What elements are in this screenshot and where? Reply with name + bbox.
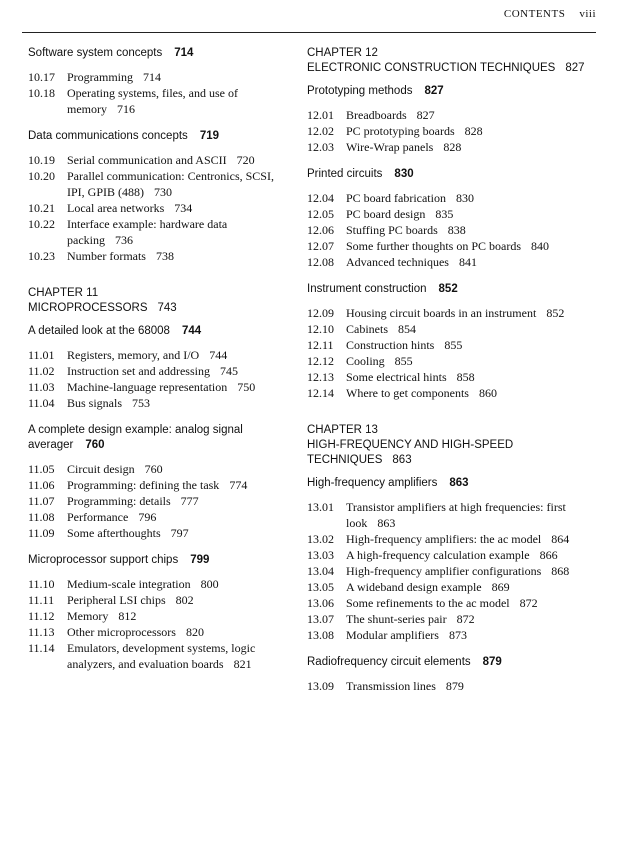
entry-number: 11.04 — [28, 396, 55, 410]
toc-entry — [28, 379, 290, 395]
section-heading — [28, 553, 290, 568]
toc-entry — [28, 477, 290, 493]
chapter-heading — [307, 46, 597, 76]
toc-entry — [307, 627, 597, 643]
entry-number: 13.09 — [307, 679, 334, 693]
toc-entry — [28, 363, 290, 379]
entry-number: 12.12 — [307, 354, 334, 368]
entry-number: 13.05 — [307, 580, 334, 594]
entry-page-number: 738 — [155, 249, 174, 263]
entry-page-number: 869 — [491, 580, 510, 594]
entry-title: Some further thoughts on PC boards — [346, 239, 521, 253]
entry-title: PC board design — [346, 207, 426, 221]
section-page-number: 863 — [449, 477, 469, 489]
toc-entry — [28, 461, 290, 477]
entry-number: 11.06 — [28, 478, 55, 492]
entry-number: 11.05 — [28, 462, 55, 476]
entry-title: Where to get components — [346, 386, 469, 400]
section-heading — [307, 282, 597, 297]
entry-number: 10.22 — [28, 217, 55, 231]
toc-entry — [28, 168, 290, 200]
toc-entry — [307, 254, 597, 270]
entry-page-number: 730 — [154, 185, 172, 199]
chapter-title: MICROPROCESSORS — [28, 302, 148, 314]
section-title: Microprocessor support chips — [28, 554, 179, 566]
entry-title: Cabinets — [346, 322, 388, 336]
spacer — [307, 155, 597, 167]
entry-number: 11.11 — [28, 593, 55, 607]
entry-page-number: 720 — [236, 153, 255, 167]
entry-number: 11.13 — [28, 625, 55, 639]
toc-entry — [28, 624, 290, 640]
entry-page-number: 716 — [117, 102, 135, 116]
entry-number: 13.01 — [307, 500, 334, 514]
entry-page-number: 760 — [144, 462, 163, 476]
entry-page-number: 796 — [138, 510, 157, 524]
toc-entry — [28, 493, 290, 509]
entry-page-number: 744 — [209, 348, 228, 362]
chapter-label: CHAPTER 12 — [307, 47, 378, 59]
entry-title: Peripheral LSI chips — [67, 593, 166, 607]
section-title: A complete design example: analog signal averager — [28, 424, 243, 451]
entry-title: Number formats — [67, 249, 146, 263]
spacer — [28, 541, 290, 553]
toc-entry — [307, 139, 597, 155]
toc-entry — [307, 321, 597, 337]
entry-title: Some electrical hints — [346, 370, 447, 384]
header-rule — [22, 32, 596, 33]
spacer — [28, 411, 290, 423]
entry-page-number: 830 — [455, 191, 474, 205]
toc-entry — [28, 85, 290, 117]
chapter-label: CHAPTER 13 — [307, 424, 378, 436]
section-heading — [28, 324, 290, 339]
entry-number: 12.05 — [307, 207, 334, 221]
entry-title: Memory — [67, 609, 109, 623]
entry-number: 11.08 — [28, 510, 55, 524]
entry-title: Operating systems, files, and use of memory — [67, 86, 238, 116]
section-page-number: 830 — [394, 168, 414, 180]
entry-page-number: 750 — [237, 380, 256, 394]
entry-number: 10.18 — [28, 86, 55, 100]
toc-entry — [28, 248, 290, 264]
entry-page-number: 855 — [444, 338, 463, 352]
entry-number: 12.08 — [307, 255, 334, 269]
section-page-number: 760 — [85, 439, 105, 451]
toc-entry — [307, 107, 597, 123]
toc-entry — [307, 678, 597, 694]
toc-entry — [28, 216, 290, 248]
entry-title: Programming: details — [67, 494, 171, 508]
section-heading — [307, 476, 597, 491]
spacer — [307, 643, 597, 655]
entry-title: PC board fabrication — [346, 191, 446, 205]
entry-page-number: 800 — [200, 577, 219, 591]
toc-entry — [28, 152, 290, 168]
section-heading — [28, 129, 290, 144]
entry-page-number: 868 — [551, 564, 570, 578]
entry-title: Cooling — [346, 354, 385, 368]
entry-title: Transmission lines — [346, 679, 436, 693]
entry-page-number: 879 — [445, 679, 464, 693]
toc-entry — [307, 385, 597, 401]
toc-entry — [307, 190, 597, 206]
toc-entry — [307, 305, 597, 321]
spacer — [307, 270, 597, 282]
toc-entry — [307, 206, 597, 222]
entry-page-number: 872 — [456, 612, 475, 626]
toc-entry — [28, 200, 290, 216]
section-heading — [307, 167, 597, 182]
section-page-number: 719 — [199, 130, 219, 142]
entry-title: Construction hints — [346, 338, 435, 352]
entry-number: 10.20 — [28, 169, 55, 183]
entry-title: Parallel communication: Centronics, SCSI, IPI, GPIB (488) — [67, 169, 274, 199]
entry-title: Other microprocessors — [67, 625, 176, 639]
header-title: CONTENTS — [503, 8, 566, 20]
entry-page-number: 855 — [394, 354, 413, 368]
chapter-title-line — [307, 438, 597, 468]
entry-page-number: 820 — [185, 625, 204, 639]
entry-page-number: 828 — [443, 140, 462, 154]
entry-title: A high-frequency calculation example — [346, 548, 530, 562]
entry-title: Performance — [67, 510, 129, 524]
entry-title: A wideband design example — [346, 580, 482, 594]
entry-number: 10.21 — [28, 201, 55, 215]
entry-page-number: 866 — [539, 548, 558, 562]
entry-title: Circuit design — [67, 462, 135, 476]
entry-page-number: 838 — [447, 223, 466, 237]
chapter-heading — [307, 423, 597, 468]
entry-page-number: 872 — [519, 596, 538, 610]
section-heading — [307, 84, 597, 99]
entry-number: 11.02 — [28, 364, 55, 378]
chapter-page-number: 743 — [157, 302, 177, 314]
entry-page-number: 860 — [478, 386, 497, 400]
toc-entry — [307, 499, 597, 531]
entry-number: 13.02 — [307, 532, 334, 546]
toc-entry — [307, 547, 597, 563]
entry-title: High-frequency amplifiers: the ac model — [346, 532, 542, 546]
entry-title: Some refinements to the ac model — [346, 596, 510, 610]
entry-number: 12.07 — [307, 239, 334, 253]
entry-title: Programming — [67, 70, 133, 84]
toc-entry — [28, 395, 290, 411]
entry-title: Emulators, development systems, logic analyzers, and evaluation boards — [67, 641, 256, 671]
entry-page-number: 863 — [377, 516, 396, 530]
entry-page-number: 753 — [132, 396, 151, 410]
entry-number: 11.01 — [28, 348, 55, 362]
entry-page-number: 864 — [551, 532, 570, 546]
section-heading — [28, 423, 290, 453]
entry-number: 10.17 — [28, 70, 55, 84]
entry-number: 12.04 — [307, 191, 334, 205]
entry-title: Serial communication and ASCII — [67, 153, 227, 167]
entry-number: 11.14 — [28, 641, 55, 655]
entry-title: High-frequency amplifier configurations — [346, 564, 542, 578]
entry-page-number: 858 — [456, 370, 475, 384]
toc-entry — [307, 611, 597, 627]
entry-title: Bus signals — [67, 396, 123, 410]
chapter-title-line — [307, 61, 597, 76]
chapter-page-number: 827 — [565, 62, 585, 74]
entry-title: Interface example: hardware data packing — [67, 217, 228, 247]
entry-number: 12.11 — [307, 338, 334, 352]
chapter-label: CHAPTER 11 — [28, 287, 99, 299]
toc-entry — [28, 347, 290, 363]
section-title: Radiofrequency circuit elements — [307, 656, 471, 668]
toc-entry — [28, 509, 290, 525]
toc-entry — [307, 353, 597, 369]
entry-title: Local area networks — [67, 201, 165, 215]
entry-title: Transistor amplifiers at high frequencies: first look — [346, 500, 566, 530]
entry-number: 13.08 — [307, 628, 334, 642]
section-page-number: 714 — [174, 47, 194, 59]
entry-number: 11.03 — [28, 380, 55, 394]
toc-entry — [307, 531, 597, 547]
entry-page-number: 734 — [174, 201, 193, 215]
entry-page-number: 827 — [416, 108, 435, 122]
entry-title: Machine-language representation — [67, 380, 228, 394]
entry-page-number: 821 — [233, 657, 252, 671]
entry-title: Instruction set and addressing — [67, 364, 210, 378]
section-title: Prototyping methods — [307, 85, 413, 97]
spacer — [28, 117, 290, 129]
entry-title: Some afterthoughts — [67, 526, 161, 540]
entry-page-number: 873 — [448, 628, 467, 642]
toc-entry — [307, 238, 597, 254]
entry-number: 11.09 — [28, 526, 55, 540]
entry-page-number: 828 — [464, 124, 483, 138]
entry-page-number: 774 — [229, 478, 248, 492]
section-page-number: 744 — [181, 325, 202, 337]
section-page-number: 799 — [190, 554, 210, 566]
entry-number: 11.10 — [28, 577, 55, 591]
entry-number: 10.19 — [28, 153, 55, 167]
entry-page-number: 854 — [398, 322, 416, 336]
entry-title: Breadboards — [346, 108, 407, 122]
toc-entry — [28, 640, 290, 672]
toc-entry — [307, 595, 597, 611]
toc-entry — [307, 123, 597, 139]
toc-left-column — [28, 46, 290, 672]
entry-number: 11.07 — [28, 494, 55, 508]
toc-entry — [28, 576, 290, 592]
section-title: High-frequency amplifiers — [307, 477, 438, 489]
entry-title: Programming: defining the task — [67, 478, 220, 492]
entry-number: 11.12 — [28, 609, 55, 623]
toc-entry — [307, 337, 597, 353]
entry-page-number: 736 — [115, 233, 133, 247]
chapter-heading — [28, 286, 290, 316]
entry-title: PC prototyping boards — [346, 124, 455, 138]
chapter-page-number: 863 — [392, 454, 412, 466]
entry-title: Registers, memory, and I/O — [67, 348, 200, 362]
entry-title: Modular amplifiers — [346, 628, 439, 642]
section-page-number: 879 — [482, 656, 502, 668]
chapter-title: HIGH-FREQUENCY AND HIGH-SPEED TECHNIQUES — [307, 439, 514, 466]
toc-entry — [307, 563, 597, 579]
entry-number: 12.02 — [307, 124, 334, 138]
entry-page-number: 841 — [458, 255, 477, 269]
entry-number: 13.03 — [307, 548, 334, 562]
entry-number: 12.13 — [307, 370, 334, 384]
section-heading — [307, 655, 597, 670]
toc-entry — [307, 369, 597, 385]
section-title: Software system concepts — [28, 47, 163, 59]
entry-page-number: 714 — [143, 70, 161, 84]
section-title: Instrument construction — [307, 283, 427, 295]
section-title: Data communications concepts — [28, 130, 188, 142]
spacer — [307, 401, 597, 423]
entry-number: 12.10 — [307, 322, 334, 336]
entry-title: Stuffing PC boards — [346, 223, 438, 237]
entry-title: Medium-scale integration — [67, 577, 191, 591]
entry-page-number: 852 — [546, 306, 565, 320]
entry-number: 13.04 — [307, 564, 334, 578]
toc-entry — [307, 222, 597, 238]
header-page-number: viii — [579, 8, 596, 20]
section-title: Printed circuits — [307, 168, 383, 180]
entry-page-number: 797 — [170, 526, 189, 540]
entry-title: Wire-Wrap panels — [346, 140, 434, 154]
entry-title: The shunt-series pair — [346, 612, 447, 626]
entry-number: 13.06 — [307, 596, 334, 610]
toc-right-column — [307, 46, 597, 694]
toc-entry — [28, 69, 290, 85]
entry-page-number: 802 — [175, 593, 194, 607]
chapter-title: ELECTRONIC CONSTRUCTION TECHNIQUES — [307, 62, 556, 74]
toc-entry — [28, 608, 290, 624]
chapter-title-line — [28, 301, 290, 316]
entry-number: 12.09 — [307, 306, 334, 320]
entry-title: Housing circuit boards in an instrument — [346, 306, 537, 320]
spacer — [28, 264, 290, 286]
section-heading — [28, 46, 290, 61]
entry-number: 13.07 — [307, 612, 334, 626]
entry-number: 12.14 — [307, 386, 334, 400]
entry-page-number: 840 — [531, 239, 549, 253]
entry-number: 10.23 — [28, 249, 55, 263]
toc-entry — [28, 592, 290, 608]
section-title: A detailed look at the 68008 — [28, 325, 170, 337]
entry-page-number: 835 — [435, 207, 454, 221]
running-header — [504, 8, 596, 20]
toc-entry — [28, 525, 290, 541]
entry-number: 12.01 — [307, 108, 334, 122]
entry-title: Advanced techniques — [346, 255, 449, 269]
toc-entry — [307, 579, 597, 595]
entry-page-number: 777 — [180, 494, 199, 508]
entry-page-number: 745 — [219, 364, 238, 378]
section-page-number: 827 — [424, 85, 444, 97]
entry-number: 12.03 — [307, 140, 334, 154]
entry-number: 12.06 — [307, 223, 334, 237]
entry-page-number: 812 — [118, 609, 137, 623]
section-page-number: 852 — [438, 283, 458, 295]
